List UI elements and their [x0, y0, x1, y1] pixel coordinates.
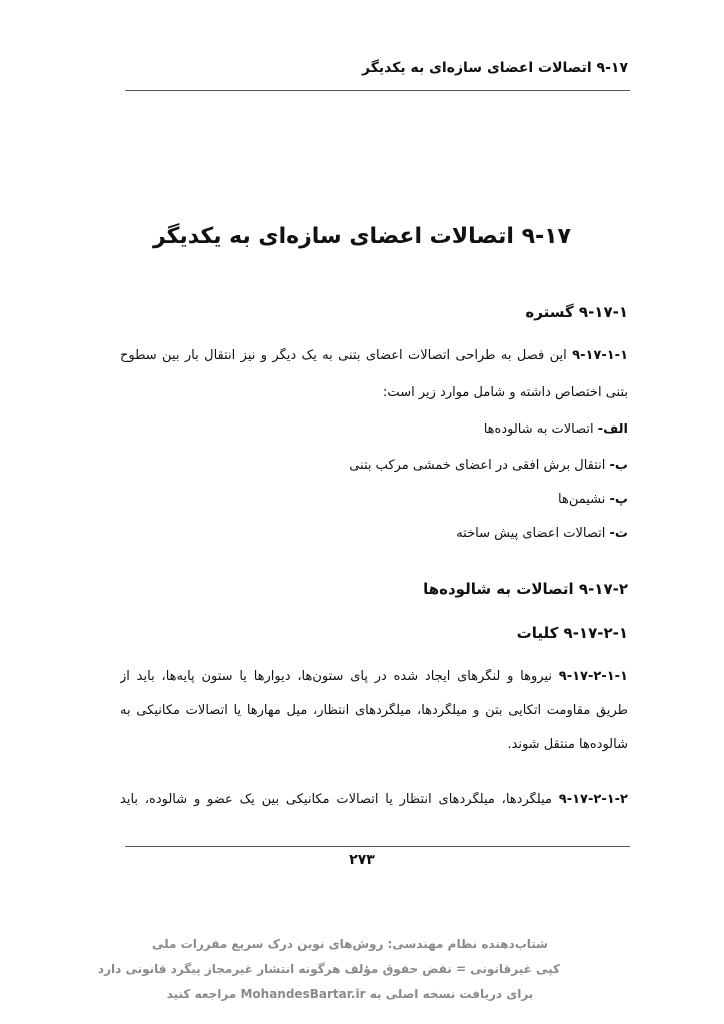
- para-2-line-2: طریق مقاومت اتکایی بتن و میلگردها، میلگردهای انتظار، میل مهارها یا اتصالات مکانیکی به: [120, 703, 628, 718]
- list-item: [118, 526, 628, 541]
- section-2-title: اتصالات به شالوده‌ها: [423, 580, 574, 598]
- para-2-line-1: [120, 669, 628, 684]
- chapter-title: ۹-۱۷ اتصالات اعضای سازه‌ای به یکدیگر: [153, 224, 571, 249]
- section-1-heading: [118, 303, 628, 321]
- para-3-line-1: [120, 792, 628, 807]
- list-item-text: انتقال برش افقی در اعضای خمشی مرکب بتنی: [349, 458, 606, 473]
- list-item-text: نشیمن‌ها: [558, 492, 606, 507]
- list-marker: الف-: [597, 422, 628, 437]
- watermark-line-1: شتاب‌دهنده نظام مهندسی: روش‌های نوین درک سریع مقررات ملی: [152, 937, 548, 951]
- section-2-1-number: ۹-۱۷-۲-۱: [563, 624, 628, 642]
- list-marker: ب-: [609, 458, 628, 473]
- section-2-1-heading: [118, 624, 628, 642]
- list-item: [118, 458, 628, 473]
- para-2-number: ۹-۱۷-۲-۱-۱: [558, 669, 628, 684]
- watermark-line-3: برای دریافت نسخه اصلی به MohandesBartar.ir مراجعه کنید: [166, 987, 534, 1001]
- section-2-1-title: کلیات: [516, 624, 559, 642]
- para-1-line-1: [120, 348, 628, 363]
- header-rule: [125, 90, 630, 91]
- para-3-number: ۹-۱۷-۲-۱-۲: [558, 792, 628, 807]
- running-head: ۹-۱۷ اتصالات اعضای سازه‌ای به یکدیگر: [362, 60, 628, 76]
- para-1-line-2: بتنی اختصاص داشته و شامل موارد زیر است:: [383, 385, 628, 400]
- para-2-line-3: شالوده‌ها منتقل شوند.: [507, 737, 628, 752]
- page-number: ۲۷۳: [349, 852, 375, 868]
- list-item-text: اتصالات به شالوده‌ها: [483, 422, 594, 437]
- footer-rule: [125, 846, 630, 847]
- list-marker: پ-: [609, 492, 628, 507]
- list-item-text: اتصالات اعضای پیش ساخته: [456, 526, 606, 541]
- para-1-number: ۹-۱۷-۱-۱: [572, 348, 628, 363]
- para-1-text-1: این فصل به طراحی اتصالات اعضای بتنی به یک دیگر و نیز انتقال بار بین سطوح: [120, 348, 567, 363]
- section-1-title: گستره: [525, 303, 574, 321]
- section-1-number: ۹-۱۷-۱: [578, 303, 628, 321]
- para-3-text-1: میلگردها، میلگردهای انتظار یا اتصالات مکانیکی بین یک عضو و شالوده، باید: [120, 792, 552, 807]
- list-item: [118, 492, 628, 507]
- section-2-heading: [118, 580, 628, 598]
- list-marker: ت-: [609, 526, 628, 541]
- para-2-text-1: نیروها و لنگرهای ایجاد شده در پای ستون‌ها، دیوارها یا ستون پایه‌ها، باید از: [120, 669, 552, 684]
- watermark-line-2: کپی غیرقانونی = نقض حقوق مؤلف هرگونه انتشار غیرمجاز پیگرد قانونی دارد: [97, 962, 560, 976]
- list-item: [118, 422, 628, 437]
- section-2-number: ۹-۱۷-۲: [578, 580, 628, 598]
